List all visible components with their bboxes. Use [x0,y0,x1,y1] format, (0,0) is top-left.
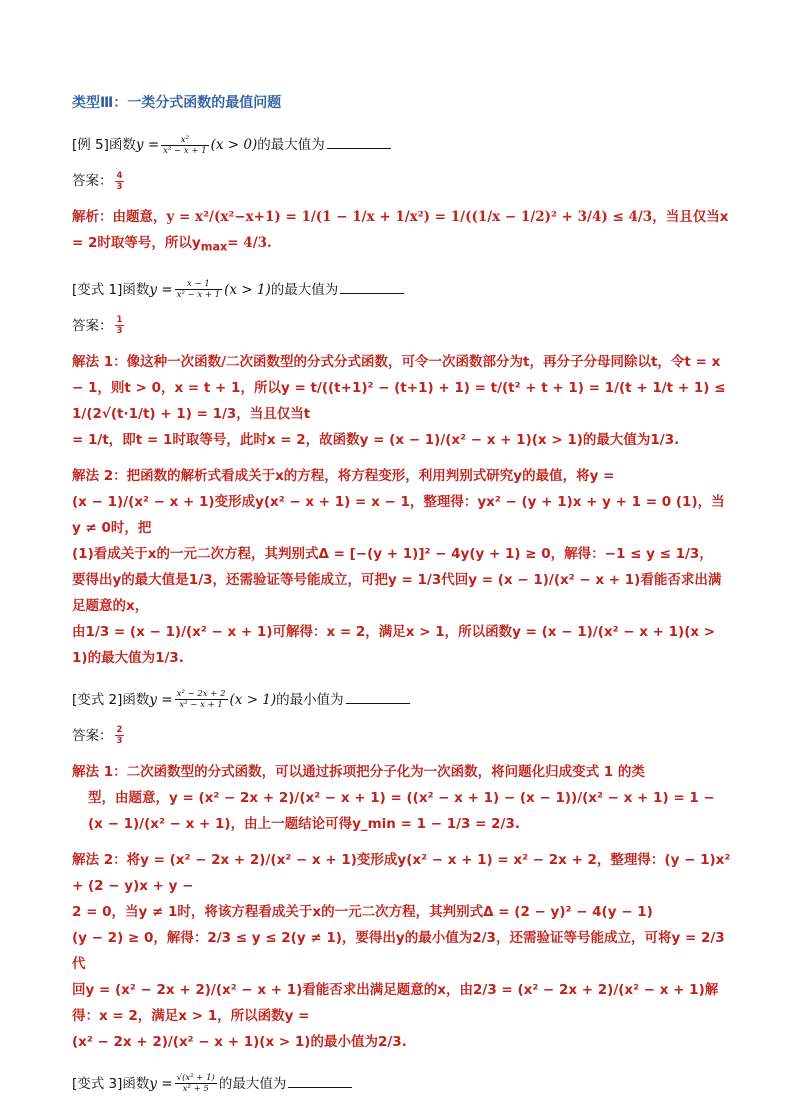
answer-fraction: $\frac{2}{3}$ [116,725,123,747]
variant-2-answer: 答案： $\frac{2}{3}$ [72,725,123,747]
question-suffix: 的最大值为 [257,137,325,153]
answer-blank[interactable] [346,689,410,704]
question-fraction: $\frac{\text{√(x² + 1)}}{\text{x² + 5}}$ [176,1073,215,1095]
example-5-solution: 解析：由题意，y = x²/(x²−x+1) = 1/(1 − 1/x + 1/x²) = 1/((1/x − 1/2)² + 3/4) ≤ 4/3，当且仅当x = 2时取等号，所以$y_{max}= 4/3$. [72,209,729,254]
question-fraction: $\frac{x - 1}{\text{x² − x + 1}}$ [176,279,221,301]
variant-1 [72,277,732,671]
variant-1-solution-1: 解法 1：像这种一次函数/二次函数型的分式分式函数，可令一次函数部分为t，再分子分母同除以t，令t = x − 1，则t > 0，x = t + 1，所以y = t/((t+1)² − (t+1) + 1) = t/(t² + t + 1) = 1/(t + 1/t + 1) ≤ 1/(2√(t·1/t) + 1) = 1/3，当且仅当t = 1/t，即t = 1时取等号，此时x = 2，故函数y = (x − 1)/(x² − x + 1)(x > 1)的最大值为1/3. [72,353,726,448]
question-lhs: y = [135,137,160,153]
example-5-question [72,132,732,158]
example-5 [72,132,732,261]
variant-1-answer: 答案： $\frac{1}{3}$ [72,315,123,337]
section-title: 类型Ⅲ：一类分式函数的最值问题 [72,95,282,111]
question-fraction: $\frac{\text{x²}}{\text{x² − x + 1}}$ [163,134,207,156]
answer-blank[interactable] [340,279,404,294]
answer-fraction: $\frac{4}{3}$ [116,170,123,192]
variant-1-solution-2: 解法 2：把函数的解析式看成关于x的方程，将方程变形，利用判别式研究y的最值，将y = (x − 1)/(x² − x + 1)变形成y(x² − x + 1) = x − 1，整理得：yx² − (y + 1)x + y + 1 = 0 (1)，当y ≠ 0时，把 (1)看成关于x的一元二次方程，其判别式Δ = [−(y + 1)]² − 4y(y + 1) ≥ 0，解得：−1 ≤ y ≤ 1/3， 要得出y的最大值是1/3，还需验证等号能成立，可把y = 1/3代回y = (x − 1)/(x² − x + 1)看能否求出满足题意的x， 由1/3 = (x − 1)/(x² − x + 1)可解得：x = 2，满足x > 1，所以函数y = (x − 1)/(x² − x + 1)(x > 1)的最大值为1/3. [72,467,725,666]
variant-2-question: [变式 2]函数y = $\frac{\text{x² − 2x + 2}}{\text{x² − x + 1}}$ (x > 1)的最小值为 [72,687,732,713]
document-page [72,92,732,1113]
variant-1-question: [变式 1]函数y = $\frac{x - 1}{\text{x² − x + 1}}$ (x > 1)的最大值为 [72,277,732,303]
answer-blank[interactable] [288,1073,352,1088]
variant-2-solution-1: 解法 1：二次函数型的分式函数，可以通过拆项把分子化为一次函数，将问题化归成变式 1 的类 型，由题意，y = (x² − 2x + 2)/(x² − x + 1) = ((x² − x + 1) − (x − 1))/(x² − x + 1) = 1 − (x − 1)/(x² − x + 1)，由上一题结论可得y_min = 1 − 1/3 = 2/3. [72,763,715,832]
question-prefix: [例 5]函数 [72,137,136,153]
variant-3-question: [变式 3]函数y = $\frac{\text{√(x² + 1)}}{\text{x² + 5}}$ 的最大值为 [72,1071,732,1097]
example-5-answer: 答案： $\frac{4}{3}$ [72,170,123,192]
answer-blank[interactable] [327,134,391,149]
question-fraction: $\frac{\text{x² − 2x + 2}}{\text{x² − x + 1}}$ [176,689,226,711]
variant-2 [72,687,732,1055]
variant-2-solution-2: 解法 2：将y = (x² − 2x + 2)/(x² − x + 1)变形成y(x² − x + 1) = x² − 2x + 2，整理得：(y − 1)x² + (2 − y)x + y − 2 = 0，当y ≠ 1时，将该方程看成关于x的一元二次方程，其判别式Δ = (2 − y)² − 4(y − 1) (y − 2) ≥ 0，解得：2/3 ≤ y ≤ 2(y ≠ 1)，要得出y的最小值为2/3，还需验证等号能成立，可将y = 2/3代 回y = (x² − 2x + 2)/(x² − x + 1)看能否求出满足题意的x，由2/3 = (x² − 2x + 2)/(x² − x + 1)解得：x = 2，满足x > 1，所以函数y = (x² − 2x + 2)/(x² − x + 1)(x > 1)的最小值为2/3. [72,851,731,1050]
variant-3 [72,1071,732,1097]
question-condition: (x > 0) [210,137,258,153]
answer-fraction: $\frac{1}{3}$ [116,315,123,337]
